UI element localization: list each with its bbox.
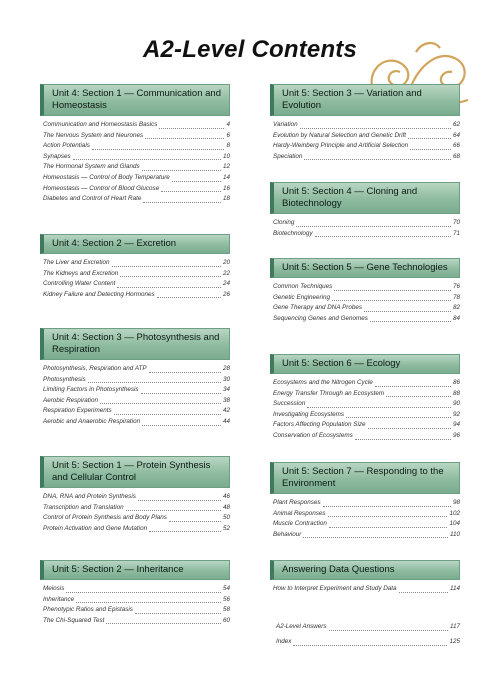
- section-header: Answering Data Questions: [270, 560, 460, 580]
- section-u5s3: [270, 84, 460, 162]
- entry-page-number: 114: [449, 585, 460, 592]
- entry-title: Aerobic Respiration: [43, 396, 98, 404]
- dot-leader: [334, 290, 451, 291]
- toc-entry[interactable]: [273, 389, 460, 400]
- dot-leader: [375, 386, 451, 387]
- section-header: Unit 5: Section 3 — Variation and Evolution: [270, 84, 460, 116]
- toc-entry[interactable]: [273, 282, 460, 293]
- entry-list: [40, 258, 230, 300]
- entry-page-number: 8: [226, 142, 230, 150]
- dot-leader: [120, 276, 221, 277]
- entry-page-number: 84: [452, 314, 460, 322]
- entry-title: Behaviour: [273, 530, 302, 538]
- entry-page-number: 125: [449, 638, 460, 645]
- entry-title: Homeostasis — Control of Body Temperature: [43, 173, 170, 181]
- entry-page-number: 66: [452, 142, 460, 150]
- section-u4s3: [40, 328, 230, 428]
- toc-entry[interactable]: [273, 303, 460, 314]
- entry-title: Genetic Engineering: [273, 293, 331, 301]
- entry-page-number: 104: [449, 520, 460, 528]
- dot-leader: [304, 159, 451, 160]
- entry-page-number: 76: [452, 283, 460, 290]
- entry-title: Conservation of Ecosystems: [273, 431, 353, 439]
- entry-list: [270, 282, 460, 324]
- toc-entry[interactable]: [273, 431, 460, 442]
- toc-entry[interactable]: [43, 162, 230, 173]
- entry-title: Kidney Failure and Detecting Hormones: [43, 290, 155, 298]
- entry-list: [270, 498, 460, 540]
- entry-list: [270, 218, 460, 239]
- dot-leader: [159, 128, 224, 129]
- entry-page-number: 58: [222, 606, 230, 614]
- entry-title: DNA, RNA and Protein Synthesis: [43, 493, 136, 500]
- dot-leader: [106, 623, 221, 624]
- toc-entry[interactable]: [43, 279, 230, 290]
- toc-entry[interactable]: [273, 314, 460, 325]
- dot-leader: [100, 403, 221, 404]
- dot-leader: [114, 414, 221, 415]
- entry-title: Sequencing Genes and Genomes: [273, 314, 368, 322]
- dot-leader: [76, 602, 221, 603]
- entry-page-number: 92: [452, 410, 460, 418]
- toc-entry[interactable]: [43, 524, 230, 535]
- entry-title: Photosynthesis: [43, 375, 86, 383]
- toc-entry[interactable]: [273, 378, 460, 389]
- entry-page-number: 54: [222, 585, 230, 592]
- entry-page-number: 14: [222, 173, 230, 181]
- entry-page-number: 26: [222, 290, 230, 298]
- toc-entry[interactable]: [273, 152, 460, 163]
- entry-title: Succession: [273, 400, 306, 408]
- toc-entry[interactable]: [43, 184, 230, 195]
- entry-title: Investigating Ecosystems: [273, 410, 345, 418]
- dot-leader: [149, 372, 221, 373]
- dot-leader: [293, 645, 447, 646]
- toc-entry[interactable]: [43, 406, 230, 417]
- toc-entry[interactable]: [273, 218, 460, 229]
- dot-leader: [410, 149, 451, 150]
- entry-page-number: 6: [226, 131, 230, 139]
- toc-entry[interactable]: [43, 616, 230, 627]
- entry-title: Control of Protein Synthesis and Body Plans: [43, 514, 167, 522]
- dot-leader: [370, 321, 451, 322]
- dot-leader: [329, 630, 448, 631]
- toc-entry[interactable]: [273, 141, 460, 152]
- toc-entry[interactable]: [43, 417, 230, 428]
- entry-title: Muscle Contraction: [273, 520, 327, 528]
- dot-leader: [142, 425, 221, 426]
- dot-leader: [138, 500, 221, 501]
- dot-leader: [386, 396, 451, 397]
- entry-page-number: 71: [452, 229, 460, 237]
- toc-entry[interactable]: [43, 120, 230, 131]
- toc-entry-extra[interactable]: [276, 637, 460, 648]
- dot-leader: [172, 181, 221, 182]
- entry-title: Common Techniques: [273, 283, 333, 290]
- entry-page-number: 42: [222, 407, 230, 415]
- dot-leader: [73, 159, 221, 160]
- toc-entry[interactable]: [43, 503, 230, 514]
- entry-list: [40, 364, 230, 428]
- entry-title: Variation: [273, 121, 298, 128]
- entry-page-number: 38: [222, 396, 230, 404]
- entry-title: Cloning: [273, 219, 295, 226]
- entry-title: Index: [276, 638, 292, 645]
- dot-leader: [161, 191, 221, 192]
- entry-title: Ecosystems and the Nitrogen Cycle: [273, 379, 373, 386]
- section-header: Unit 5: Section 1 — Protein Synthesis and Cellular Control: [40, 456, 230, 488]
- entry-page-number: 78: [452, 293, 460, 301]
- dot-leader: [368, 428, 451, 429]
- dot-leader: [88, 382, 221, 383]
- entry-title: Speciation: [273, 152, 303, 160]
- dot-leader: [329, 527, 448, 528]
- toc-entry[interactable]: [273, 584, 460, 595]
- section-header: Unit 4: Section 3 — Photosynthesis and Respiration: [40, 328, 230, 360]
- entry-title: A2-Level Answers: [276, 623, 327, 630]
- dot-leader: [157, 297, 221, 298]
- section-u5s1: [40, 456, 230, 534]
- entry-title: The Hormonal System and Glands: [43, 163, 140, 171]
- entry-title: Factors Affecting Population Size: [273, 421, 366, 429]
- section-u5s7: [270, 462, 460, 540]
- entry-page-number: 62: [452, 121, 460, 128]
- entry-page-number: 102: [449, 509, 460, 517]
- section-header: Unit 5: Section 6 — Ecology: [270, 354, 460, 374]
- dot-leader: [364, 311, 451, 312]
- entry-list: [270, 378, 460, 442]
- entry-page-number: 56: [222, 595, 230, 603]
- section-u5s4: [270, 182, 460, 239]
- entry-title: Transcription and Translation: [43, 503, 124, 511]
- entry-page-number: 4: [226, 121, 230, 128]
- entry-page-number: 12: [222, 163, 230, 171]
- toc-entry[interactable]: [43, 492, 230, 503]
- entry-page-number: 110: [449, 530, 460, 538]
- entry-page-number: 70: [452, 219, 460, 226]
- toc-entry[interactable]: [43, 290, 230, 301]
- toc-entry[interactable]: [43, 584, 230, 595]
- dot-leader: [149, 531, 221, 532]
- dot-leader: [296, 226, 451, 227]
- page-title: A2-Level Contents: [142, 36, 358, 63]
- entry-title: Meiosis: [43, 585, 65, 592]
- dot-leader: [399, 592, 448, 593]
- section-u5s5: [270, 258, 460, 324]
- entry-title: The Nervous System and Neurones: [43, 131, 144, 139]
- toc-entry[interactable]: [273, 519, 460, 530]
- entry-page-number: 30: [222, 375, 230, 383]
- toc-entry[interactable]: [273, 498, 460, 509]
- entry-title: Controlling Water Content: [43, 280, 116, 288]
- entry-page-number: 98: [452, 499, 460, 506]
- dot-leader: [66, 592, 221, 593]
- toc-entry[interactable]: [43, 131, 230, 142]
- section-header: Unit 5: Section 4 — Cloning and Biotechnology: [270, 182, 460, 214]
- toc-entry[interactable]: [273, 399, 460, 410]
- entry-title: Synapses: [43, 152, 71, 160]
- entry-title: Respiration Experiments: [43, 407, 112, 415]
- entry-title: Animal Responses: [273, 509, 326, 517]
- section-header: Unit 4: Section 2 — Excretion: [40, 234, 230, 254]
- entry-page-number: 64: [452, 131, 460, 139]
- entry-title: Protein Activation and Gene Mutation: [43, 524, 148, 532]
- entry-page-number: 50: [222, 514, 230, 522]
- entry-page-number: 22: [222, 269, 230, 277]
- dot-leader: [141, 393, 221, 394]
- toc-entry[interactable]: [273, 420, 460, 431]
- entry-title: Diabetes and Control of Heart Rate: [43, 195, 142, 203]
- dot-leader: [300, 128, 451, 129]
- toc-entry[interactable]: [43, 605, 230, 616]
- entry-list: [40, 584, 230, 626]
- entry-page-number: 16: [222, 184, 230, 192]
- entry-page-number: 88: [452, 389, 460, 397]
- section-header: Unit 5: Section 7 — Responding to the Environment: [270, 462, 460, 494]
- toc-entry[interactable]: [43, 375, 230, 386]
- toc-entry[interactable]: [43, 385, 230, 396]
- toc-entry[interactable]: [273, 120, 460, 131]
- dot-leader: [315, 236, 451, 237]
- toc-entry[interactable]: [43, 396, 230, 407]
- entry-page-number: 82: [452, 304, 460, 312]
- entry-page-number: 60: [222, 616, 230, 624]
- toc-entry[interactable]: [43, 141, 230, 152]
- entry-title: The Chi-Squared Test: [43, 616, 105, 624]
- entry-page-number: 24: [222, 280, 230, 288]
- entry-title: Limiting Factors in Photosynthesis: [43, 386, 139, 394]
- entry-page-number: 28: [222, 365, 230, 372]
- entry-page-number: 68: [452, 152, 460, 160]
- entry-title: Aerobic and Anaerobic Respiration: [43, 417, 141, 425]
- entry-page-number: 86: [452, 379, 460, 386]
- section-header: Unit 4: Section 1 — Communication and Homeostasis: [40, 84, 230, 116]
- dot-leader: [307, 407, 451, 408]
- entry-page-number: 10: [222, 152, 230, 160]
- entry-list: [40, 120, 230, 205]
- entry-page-number: 44: [222, 417, 230, 425]
- entry-title: Homeostasis — Control of Blood Glucose: [43, 184, 160, 192]
- toc-entry[interactable]: [273, 530, 460, 541]
- dot-leader: [303, 537, 448, 538]
- entry-page-number: 34: [222, 386, 230, 394]
- entry-title: Biotechnology: [273, 229, 313, 237]
- entry-title: The Kidneys and Excretion: [43, 269, 119, 277]
- section-u5s6: [270, 354, 460, 442]
- toc-entry[interactable]: [43, 269, 230, 280]
- dot-leader: [408, 138, 451, 139]
- entry-page-number: 117: [449, 623, 460, 630]
- toc-entry[interactable]: [273, 293, 460, 304]
- toc-entry[interactable]: [43, 152, 230, 163]
- entry-title: Gene Therapy and DNA Probes: [273, 304, 363, 312]
- dot-leader: [112, 266, 221, 267]
- entry-page-number: 90: [452, 400, 460, 408]
- entry-title: The Liver and Excretion: [43, 259, 110, 266]
- toc-entry[interactable]: [43, 595, 230, 606]
- entry-title: Energy Transfer Through an Ecosystem: [273, 389, 385, 397]
- section-u4s1: [40, 84, 230, 205]
- entry-title: Action Potentials: [43, 142, 90, 150]
- dot-leader: [355, 439, 451, 440]
- entry-list: [270, 584, 460, 595]
- toc-entry[interactable]: [43, 364, 230, 375]
- entry-title: Hardy-Weinberg Principle and Artificial Selection: [273, 142, 409, 150]
- entry-title: Evolution by Natural Selection and Genetic Drift: [273, 131, 407, 139]
- toc-entry[interactable]: [273, 509, 460, 520]
- dot-leader: [142, 170, 221, 171]
- dot-leader: [328, 516, 448, 517]
- dot-leader: [323, 506, 451, 507]
- entry-page-number: 96: [452, 431, 460, 439]
- section-adq: [270, 560, 460, 595]
- entry-title: Phenotypic Ratios and Epistasis: [43, 606, 133, 614]
- toc-entry-extra[interactable]: [276, 622, 460, 633]
- entry-list: [270, 120, 460, 162]
- dot-leader: [126, 510, 221, 511]
- toc-entry[interactable]: [273, 229, 460, 240]
- toc-entry[interactable]: [43, 258, 230, 269]
- toc-entry[interactable]: [273, 410, 460, 421]
- entry-list: [40, 492, 230, 534]
- entry-page-number: 18: [222, 195, 230, 203]
- entry-page-number: 46: [222, 493, 230, 500]
- entry-page-number: 52: [222, 524, 230, 532]
- section-u5s2: [40, 560, 230, 626]
- toc-entry[interactable]: [43, 194, 230, 205]
- dot-leader: [135, 613, 221, 614]
- section-header: Unit 5: Section 2 — Inheritance: [40, 560, 230, 580]
- entry-title: Inheritance: [43, 595, 75, 603]
- dot-leader: [169, 521, 221, 522]
- entry-title: Photosynthesis, Respiration and ATP: [43, 365, 147, 372]
- dot-leader: [145, 138, 224, 139]
- dot-leader: [117, 287, 221, 288]
- toc-entry[interactable]: [273, 131, 460, 142]
- entry-page-number: 20: [222, 259, 230, 266]
- dot-leader: [346, 417, 451, 418]
- toc-entry[interactable]: [43, 513, 230, 524]
- dot-leader: [332, 300, 451, 301]
- dot-leader: [92, 149, 225, 150]
- entry-page-number: 94: [452, 421, 460, 429]
- section-u4s2: [40, 234, 230, 300]
- dot-leader: [143, 202, 221, 203]
- entry-title: Communication and Homeostasis Basics: [43, 121, 158, 128]
- entry-page-number: 48: [222, 503, 230, 511]
- section-header: Unit 5: Section 5 — Gene Technologies: [270, 258, 460, 278]
- entry-title: Plant Responses: [273, 499, 321, 506]
- toc-entry[interactable]: [43, 173, 230, 184]
- entry-title: How to Interpret Experiment and Study Data: [273, 585, 397, 592]
